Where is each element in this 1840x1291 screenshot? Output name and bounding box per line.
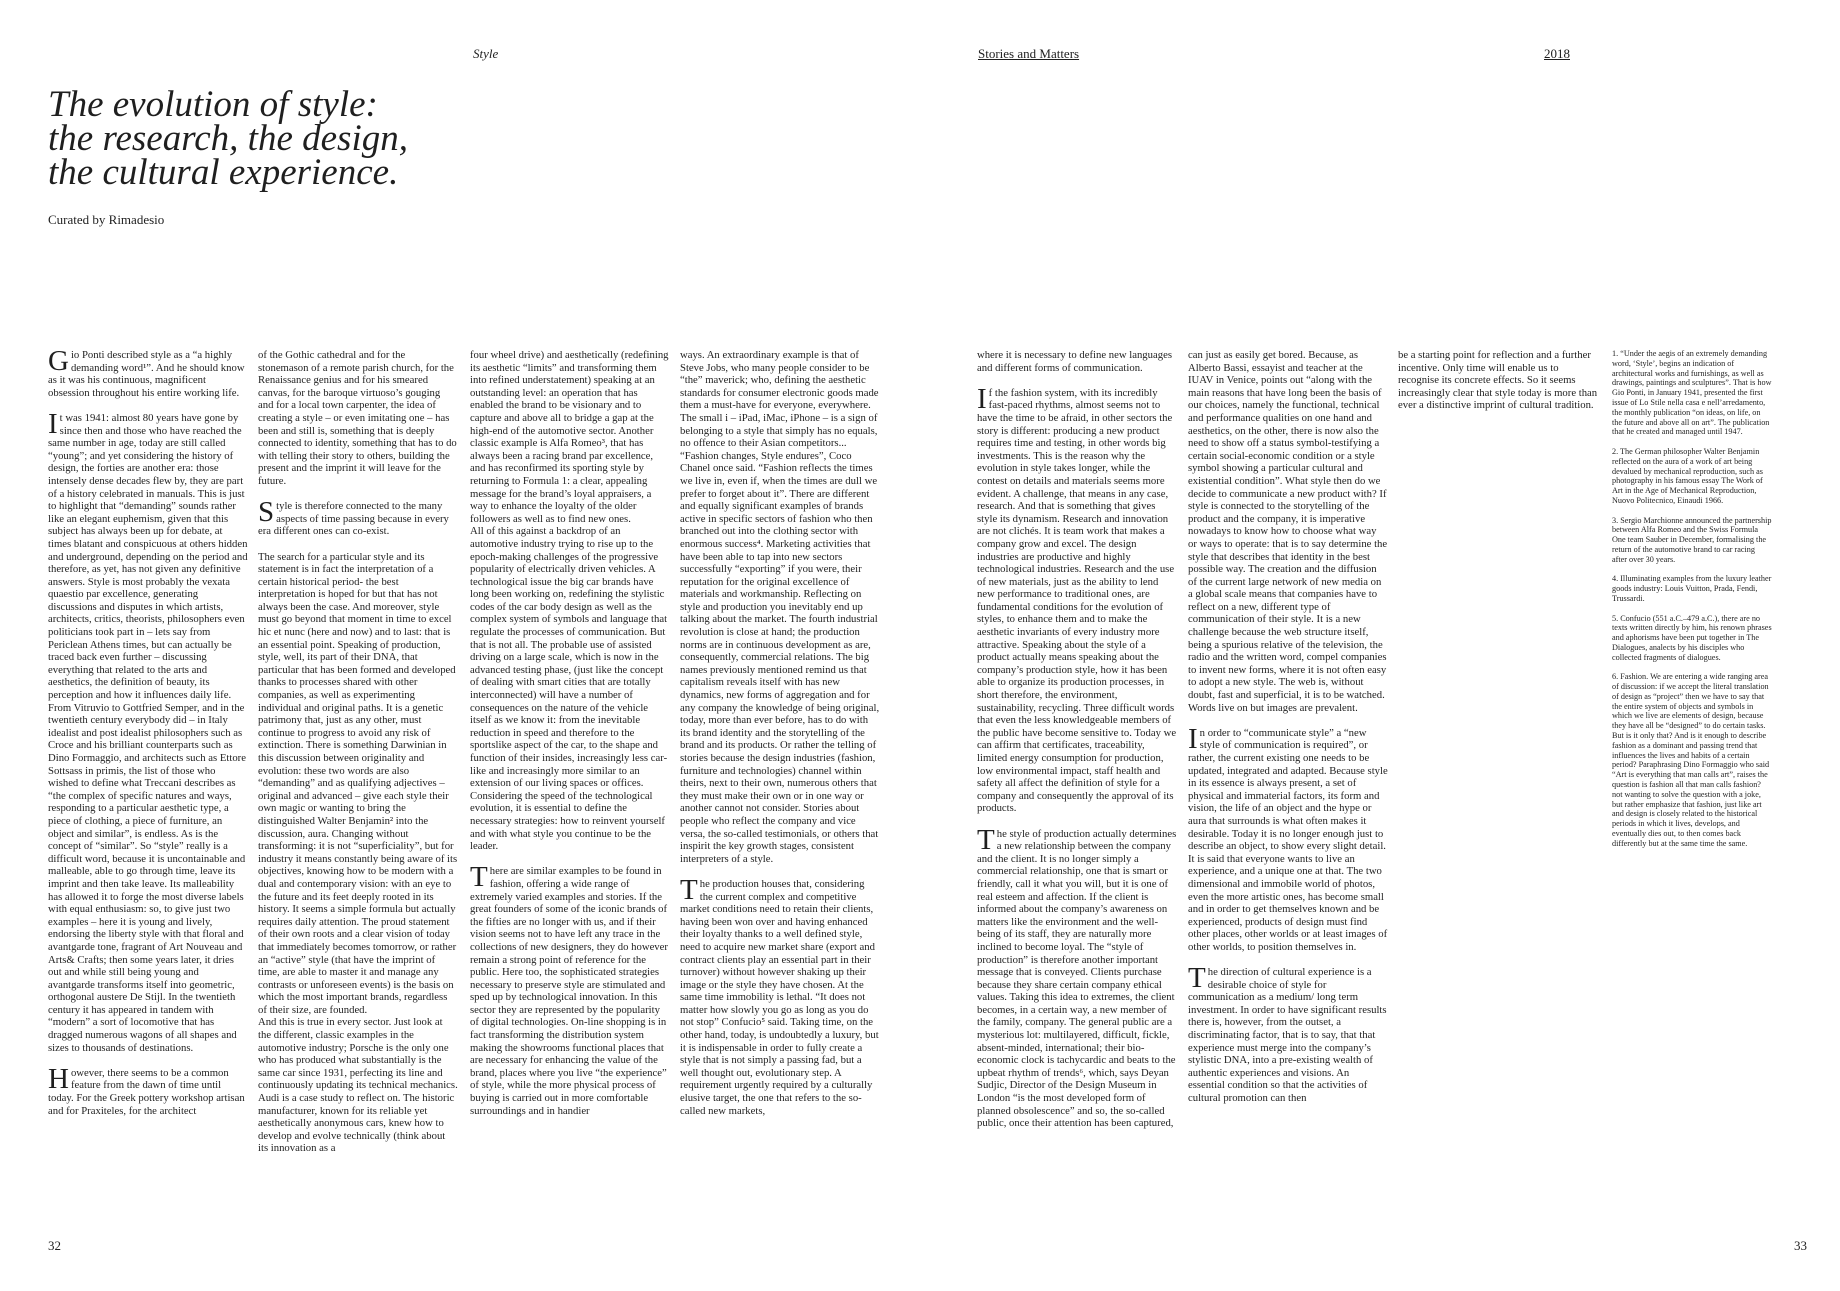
paragraph (258, 496, 458, 538)
paragraph (977, 382, 1177, 815)
paragraph-text: ways. An extraordinary example is that of Steve Jobs, who many people consider to be “the” maverick; who, defining the aesthetic standards for consumer electronic goods made them a must-have for everyone, everywhere. The small i – iPad, iMac, iPhone – is a sign of belonging to a style that simply has no equals, no offence to their Asian competitors... “Fashion changes, Style endures”, Coco Chanel once said. “Fashion reflects the times we live in, even if, when the times are dull we prefer to forget about it”. There are different and equally significant examples of brands active in specific sectors of fashion who then branched out into the clothing sector with enormous success⁴. Marketing activities that have been able to tap into new sectors successfully “exporting” if you were, their reputation for the original excellence of materials and workmanship. Reflecting on style and production you inevitably end up talking about the market. The fourth industrial revolution is close at hand; the production norms are in continuous development as are, consequently, commercial relations. The big names previously mentioned remind us that capitalism reveals itself with has new dynamics, new forms of aggregation and for any company the knowledge of being original, today, more than ever before, has to do with its brand identity and the storytelling of the brand and its products. Or rather the telling of stories because the design industries (fashion, furniture and technologies) channel within theirs, next to their own, numerous others that they must make their own or in one way or another cannot not consider. Stories about people who reflect the company and vice versa, the so-called testimonials, or others that inspirit the key growth stages, consistent interpreters of a style. (680, 349, 880, 865)
drop-cap: I (1188, 722, 1198, 755)
paragraph (680, 873, 880, 1117)
drop-cap: S (258, 496, 275, 529)
footnotes (1612, 349, 1772, 1209)
paragraph-text: he style of production actually determines a new relationship between the company and the client. It is no longer simply a commercial relationship, one that is smart or friendly, call it what you will, but it is one of real esteem and affection. If the client is informed about the company’s awareness on matters like the environment and the well-being of its staff, they are naturally more inclined to become loyal. The “style of production” is therefore another important message that is conveyed. Clients purchase because they share certain company ethical values. Taking this idea to extremes, the client becomes, in a certain way, a new member of the family, company. The general public are a mysterious lot: multilayered, difficult, fickle, absent-minded, international; their bio-economic clock is tachycardic and beats to the upbeat rhythm of trends⁶, which, says Deyan Sudjic, Director of the Design Museum in London “is the most developed form of planned obsolescence” and so, the so-called public, once their attention has been captured, (977, 827, 1177, 1130)
paragraph (258, 349, 458, 488)
paragraph (1188, 349, 1388, 714)
drop-cap: I (977, 382, 987, 415)
paragraph-text: owever, there seems to be a common feature from the dawn of time until today. For the Greek pottery workshop artisan and for Praxiteles, for the architect (48, 1066, 245, 1117)
paragraph (470, 861, 670, 1117)
footnote: 5. Confucio (551 a.C.–479 a.C.), there are no texts written directly by him, his renown phrases and aphorisms have been put together in The Dialogues, analects by his disciples who collected fragments of dialogues. (1612, 613, 1772, 662)
year-header: 2018 (1544, 46, 1570, 61)
text-column-5 (977, 349, 1177, 1229)
paragraph-text: f the fashion system, with its incredibly fast-paced rhythms, almost seems not to have the time to be afraid, in other sectors the story is different: producing a new product requires time and testing, in other words big investments. This is the reason why the evolution in style takes longer, while the contest on details and materials seems more evident. A challenge, that means in any case, research. And that is something that gives style its dynamism. Research and innovation are not clichés. It is team work that makes a company grow and excel. The design industries are productive and highly technological industries. Research and the use of new materials, just as the ability to lend new performance to traditional ones, are fundamental conditions for the evolution of styles, to enhance them and to make the aesthetic invariants of every industry more attractive. Speaking about the style of a product actually means speaking about the company’s production style, how it has been able to organize its production processes, in short therefore, the environment, sustainability, recycling. Three difficult words that even the less knowledgeable members of the public have become sensitive to. Today we can affirm that certificates, traceability, limited energy consumption for production, low environmental impact, staff health and safety all affect the definition of style for a company and consequently the approval of its products. (977, 386, 1177, 815)
paragraph-text: All of this against a backdrop of an automotive industry trying to rise up to the epoch-making challenges of the progressive popularity of electrically driven vehicles. A technological issue the big car brands have long been working on, redefining the stylistic codes of the car body design as well as the complex system of symbols and language that regulate the processes of communication. But that is not all. The probable use of assisted driving on a large scale, which is now in the advanced testing phase, (just like the concept of dealing with smart cities that are totally interconnected) will have a number of consequences on the nature of the vehicle itself as we know it: from the inevitable reduction in speed and therefore to the sportslike aspect of the car, to the shape and function of their insides, increasingly less car-like and increasingly more similar to an extension of our living spaces or offices. Considering the speed of the technological evolution, it is essential to define the necessary strategies: how to reinvent yourself and with what style you continue to be the leader. (470, 525, 668, 853)
drop-cap: T (470, 861, 488, 894)
drop-cap: T (1188, 962, 1206, 995)
footnote: 1. “Under the aegis of an extremely demanding word, ‘Style’, begins an indication of architectural works and furnishings, as well as drawings, paintings and sculptures”. That is how Gio Ponti, in January 1941, presented the first issue of Lo Stile nella casa e nell’arredamento, the monthly publication “on ideas, on life, on the future and above all on art”. The publication that he created and managed until 1947. (1612, 349, 1772, 437)
title-line: The evolution of style: (48, 84, 378, 125)
drop-cap: T (680, 873, 698, 906)
paragraph-text: of the Gothic cathedral and for the stonemason of a remote parish church, for the Renaissance genius and for his smeared canvas, for the baroque virtuoso’s gouging and for a local town carpenter, the idea of creating a style – or even imitating one – has been and still is, something that is deeply connected to identity, something that has to do with telling their story to others, building the present and the imprint it will leave for the future. (258, 349, 457, 487)
paragraph (1398, 349, 1598, 412)
paragraph-text: be a starting point for reflection and a further incentive. Only time will enable us to recognise its concrete effects. So it seems increasingly clear that style today is more than ever a distinctive imprint of cultural tradition. (1398, 349, 1598, 412)
curated-by: Curated by Rimadesio (48, 212, 165, 227)
paragraph (258, 1016, 458, 1155)
text-column-3 (470, 349, 670, 1229)
footnote: 6. Fashion. We are entering a wide ranging area of discussion: if we accept the literal translation of design as “project” then we have to say that the entire system of objects and symbols in which we live are elements of design, because they have all be “designed” to do certain tasks. But is it only that? And is it enough to describe fashion as a dominant and passing trend that influences the lives and habits of a certain period? Paraphrasing Dino Formaggio who said “Art is everything that man calls art”, raises the question is fashion all that man calls fashion? not wanting to solve the question with a joke, but rather emphasize that fashion, just like art and design is closely related to the historical periods in which it lives, develops, and eventually dies out, to then comes back differently but at the same time the same. (1612, 672, 1770, 848)
paragraph-text: he production houses that, considering the current complex and competitive market conditions need to retain their clients, having been won over and having enhanced their loyalty thanks to a well defined style, need to acquire new market share (export and contract clients play an essential part in their turnover) without however shaking up their image or the style they have chosen. At the same time immobility is lethal. “It does not matter how slowly you go as long as you do not stop” Confucio⁵ said. Taking time, on the other hand, today, is undoubtedly a luxury, but it is indispensable in order to fully create a style that is not simply a passing fad, but a well thought out, evolutionary step. A requirement urgently required by a culturally elusive target, the one that refers to the so-called new markets, (680, 877, 879, 1117)
text-column-6 (1188, 349, 1388, 1229)
title-line: the research, the design, (48, 118, 408, 159)
magazine-header: Stories and Matters (978, 46, 1080, 61)
paragraph-text: io Ponti described style as a “a highly demanding word¹”. And he should know as it was his continuous, magnificent obsession throughout his entire working life. (48, 349, 245, 399)
paragraph-text: And this is true in every sector. Just look at the different, classic examples in the automotive industry; Porsche is the only one who has produced what substantially is the same car since 1931, perfecting its line and continuously updating its technical mechanics. Audi is a case study to reflect on. The historic manufacturer, known for its reliable yet aesthetically anonymous cars, knew how to develop and evolve technically (think about its innovation as a (258, 1016, 458, 1155)
drop-cap: I (48, 407, 58, 440)
text-column-4 (680, 349, 880, 1229)
section-header: Style (473, 46, 499, 61)
paragraph-text: he direction of cultural experience is a desirable choice of style for communication as a medium/ long term investment. In order to have significant results there is, however, from the outset, a discriminating factor, that is to say, that that experience must merge into the company’s stylistic DNA, into a pre-existing wealth of authentic experiences and visions. An essential condition so that the activities of cultural promotion can then (1188, 966, 1387, 1105)
page-number-right: 33 (1794, 1238, 1807, 1253)
paragraph-text: n order to “communicate style” a “new style of communication is required”, or rather, the current existing one needs to be updated, integrated and adapted. Because style in its essence is always present, a set of physical and immaterial factors, its form and vision, the life of an object and the hype or aura that surrounds is what often makes it desirable. Today it is no longer enough just to describe an object, to show every slight detail. It is said that everyone wants to live an experience, and a unique one at that. The two dimensional and immobile world of photos, even the more artistic ones, has become small and in order to get themselves known and be experienced, products of design must find other places, other worlds or at least images of other worlds, to position themselves in. (1188, 726, 1388, 953)
footnote: 2. The German philosopher Walter Benjamin reflected on the aura of a work of art being devalued by mechanical reproduction, such as photography in his famous essay The Work of Art in the Age of Mechanical Reproduction, Nuovo Politecnico, Einaudi 1966. (1612, 446, 1763, 505)
paragraph (48, 1062, 248, 1117)
drop-cap: H (48, 1062, 69, 1095)
paragraph-text: The search for a particular style and its statement is in fact the interpretation of a certain historical period- the best interpretation is hoped for but that has not always been the case. And moreover, style must go beyond that moment in time to excel hic et nunc (here and now) and to last: that is an essential point. Speaking of production, style, well, its part of their DNA, that particular that has been formed and developed thanks to processes shared with other companies, as well as experimenting individual and original paths. It is a genetic patrimony that, just as any other, must continue to progress to avoid any risk of extinction. There is something Darwinian in this discussion between originality and evolution: these two words are also “demanding” and as qualifying adjectives – original and advanced – give each style their own magic or wanting to bring the distinguished Walter Benjamin² into the discussion, aura. Changing without transforming: it is not “superficiality”, but for industry it means constantly being aware of its objectives, knowing how to be modern with a dual and contemporary vision: with an eye to the future and its feet deeply rooted in its history. It seems a simple formula but actually requires daily attention. The proud statement of their own roots and a clear vision of today that immediately becomes tomorrow, or rather an “active” style (that have the imprint of time, are able to master it and manage any contrasts or unforeseen events) is the basis on which the most important brands, regardless of their size, are founded. (258, 550, 458, 1016)
paragraph (977, 349, 1177, 374)
paragraph (470, 525, 670, 852)
text-column-7 (1398, 349, 1598, 1229)
paragraph (48, 407, 248, 1054)
paragraph (258, 551, 458, 1017)
paragraph-text: four wheel drive) and aesthetically (redefining its aesthetic “limits” and transforming them into refined understatement) speaking at an outstanding level: an operation that has enabled the brand to be visionary and to capture and above all to bridge a gap at the high-end of the automotive sector. Another classic example is Alfa Romeo³, that has always been a racing brand par excellence, and has reconfirmed its sporting style by returning to Formula 1: a clear, appealing message for the brand’s loyal appraisers, a way to enhance the loyalty of the older followers as well as to find new ones. (470, 349, 669, 525)
paragraph (680, 349, 880, 865)
text-column-1 (48, 349, 248, 1229)
paragraph-text: can just as easily get bored. Because, as Alberto Bassi, essayist and teacher at the IUAV in Venice, points out “along with the main reasons that have long been the basis of our choices, namely the functional, technical and performance qualities on one hand and aesthetics, on the other, there is now also the need to show off a status symbol-testifying a certain social-economic condition or a style symbol showing a particular cultural and existential condition”. What style then do we decide to communicate a new product with? If style is connected to the storytelling of the product and the company, it is imperative nowadays to know how to choose what way or ways to operate: that is to say determine the style that describes that identity in the best possible way. The creation and the diffusion of the current large network of new media on a global scale means that companies have to reflect on a new, different type of communication of their style. It is a new challenge because the web structure itself, being a spurious relative of the television, the radio and the written word, compel companies to invent new forms, where it is not often easy to adopt a new style. The web is, without doubt, fast and superficial, it is to be watched. Words live on but images are prevalent. (1188, 349, 1388, 714)
paragraph (1188, 722, 1388, 954)
paragraph (1188, 962, 1388, 1105)
footnote: 4. Illuminating examples from the luxury leather goods industry: Louis Vuitton, Prada, Fendi, Trussardi. (1612, 574, 1772, 603)
paragraph (977, 823, 1177, 1130)
paragraph-text: t was 1941: almost 80 years have gone by since then and those who have reached the same number in age, today are still called “young”; and yet considering the history of design, the forties are another era: those intensely dense decades flew by, they are part of a history celebrated in manuals. This is just to highlight that “demanding” sounds rather like an elegant euphemism, given that this subject has always been up for debate, at times blatant and conspicuous at others hidden and underground, depending on the period and therefore, as yet, has not given any definitive answers. Style is most probably the vexata quaestio par excellence, generating discussions and disputes in which artists, architects, critics, theorists, philosophers even politicians took part in – lets say from Periclean Athens times, but can actually be traced back even further – discussing everything that related to the arts and aesthetics, the definition of beauty, its perception and how it influences daily life. From Vitruvio to Gottfried Semper, and in the twentieth century everybody did – in Italy idealist and post idealist philosophers such as Croce and his brilliant counterparts such as Dino Formaggio, and architects such as Ettore Sottsass in primis, the list of those who wished to define what Treccani describes as “the complex of specific natures and ways, responding to a particular aesthetic type, a piece of clothing, a piece of furniture, an object and similar”, is endless. As is the concept of “similar”. So “style” really is a difficult word, because it is uncontainable and malleable, able to go through time, leave its imprint and then take leave. Its malleability has allowed it to forge the most diverse labels with equal enthusiasm: so, to give just two examples – here it is young and lively, endorsing the liberty style with that floral and avantgarde tone, fragrant of Art Nouveau and Arts& Crafts; then some years later, it dries out and while still being young and avantgarde transforms itself into geometric, orthogonal austere De Stijl. In the twentieth century it has appeared in tandem with “modern” a sort of locomotive that has dragged numerous wagons of all shapes and sizes to thousands of destinations. (48, 411, 248, 1054)
text-column-2 (258, 349, 458, 1229)
paragraph (470, 349, 670, 525)
paragraph (48, 349, 248, 399)
drop-cap: T (977, 823, 995, 856)
paragraph-text: where it is necessary to define new languages and different forms of communication. (977, 349, 1172, 374)
paragraph-text: here are similar examples to be found in fashion, offering a wide range of extremely varied examples and stories. If the great founders of some of the iconic brands of the fifties are no longer with us, and if their vision seems not to have left any trace in the collections of new designers, they do however remain a strong point of reference for the public. Here too, the sophisticated strategies necessary to preserve style are stimulated and sped up by technological innovation. In this sector they are represented by the popularity of digital technologies. On-line shopping is in fact transforming the distribution system making the showrooms functional places that are necessary for enhancing the value of the brand, places where you live “the experience” of style, while the more physical process of buying is carried out in more comfortable surroundings and in handier (470, 865, 668, 1117)
page-number-left: 32 (48, 1238, 61, 1253)
paragraph-text: tyle is therefore connected to the many aspects of time passing because in every era different ones can co-exist. (258, 500, 449, 538)
title-line: the cultural experience. (48, 152, 399, 193)
footnote: 3. Sergio Marchionne announced the partnership between Alfa Romeo and the Swiss Formula One team Sauber in December, formalising the return of the automotive brand to car racing after over 30 years. (1612, 515, 1772, 564)
article-title (48, 84, 608, 193)
drop-cap: G (48, 349, 69, 377)
